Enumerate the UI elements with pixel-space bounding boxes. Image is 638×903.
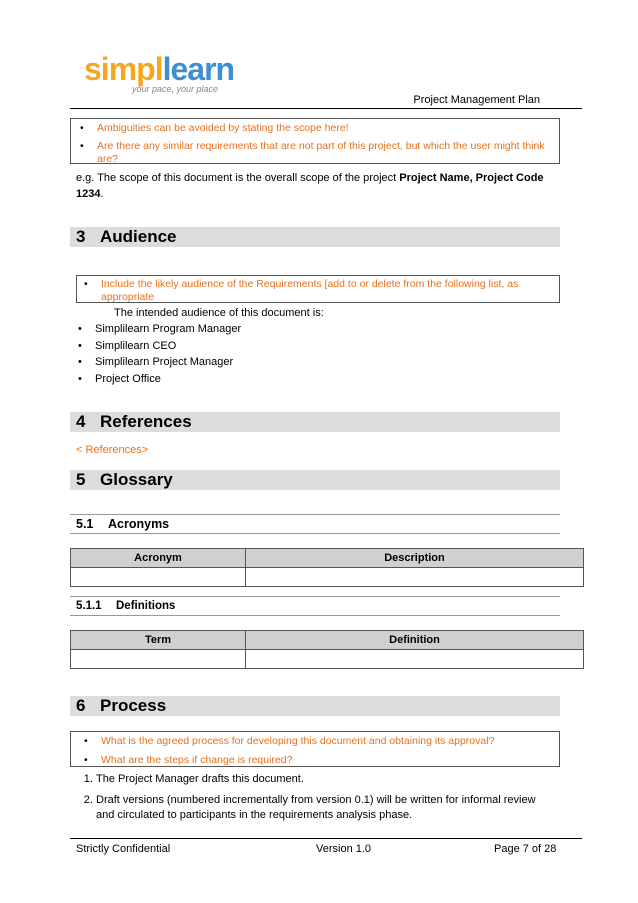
acronyms-rule-bottom bbox=[70, 533, 560, 534]
col-acronym: Acronym bbox=[71, 549, 246, 568]
process-note: • What are the steps if change is required? bbox=[101, 754, 553, 767]
audience-item: • Simplilearn Program Manager bbox=[95, 321, 476, 337]
subheading-definitions: 5.1.1 Definitions bbox=[76, 600, 176, 612]
table-header-row bbox=[71, 631, 584, 650]
audience-list bbox=[76, 321, 476, 387]
definitions-rule-top bbox=[70, 596, 560, 597]
process-step: 1. The Project Manager drafts this document. bbox=[96, 772, 556, 787]
process-steps bbox=[76, 772, 556, 829]
definitions-rule-bottom bbox=[70, 615, 560, 616]
footer-version: Version 1.0 bbox=[316, 843, 372, 855]
process-note-box bbox=[70, 731, 560, 767]
table-row bbox=[71, 650, 584, 669]
section-heading-process: 6 Process bbox=[70, 696, 560, 716]
logo-simpl: simpl bbox=[84, 51, 163, 87]
references-placeholder: < References> bbox=[76, 444, 149, 456]
section-heading-references: 4 References bbox=[70, 412, 560, 432]
table-cell bbox=[246, 650, 584, 669]
audience-item: • Project Office bbox=[95, 371, 476, 387]
project-name: Project Name, Project Code 1234 bbox=[76, 172, 544, 200]
scope-note-item: • Ambiguities can be avoided by stating the scope here! bbox=[97, 122, 553, 135]
acronyms-table bbox=[70, 548, 584, 587]
footer-rule bbox=[70, 838, 582, 839]
table-cell bbox=[71, 568, 246, 587]
audience-intro: The intended audience of this document is: bbox=[114, 307, 324, 319]
process-step: 2. Draft versions (numbered incrementally from version 0.1) will be written for informal review and circulated to participants in the requirements analysis phase. bbox=[96, 793, 556, 823]
scope-note-box bbox=[70, 118, 560, 164]
header-rule bbox=[70, 108, 582, 109]
col-description: Description bbox=[246, 549, 584, 568]
audience-note: • Include the likely audience of the Requirements [add to or delete from the following list, as appropriate bbox=[101, 278, 553, 304]
scope-text: e.g. The scope of this document is the overall scope of the project Project Name, Project Code 1234. bbox=[76, 172, 544, 200]
audience-item: • Simplilearn Project Manager bbox=[95, 354, 476, 370]
acronyms-rule-top bbox=[70, 514, 560, 515]
table-row bbox=[71, 568, 584, 587]
footer-page-number: Page 7 of 28 bbox=[494, 843, 557, 855]
audience-item: • Simplilearn CEO bbox=[95, 338, 476, 354]
table-cell bbox=[246, 568, 584, 587]
definitions-table bbox=[70, 630, 584, 669]
simplilearn-logo bbox=[84, 52, 254, 96]
section-heading-glossary: 5 Glossary bbox=[70, 470, 560, 490]
subheading-acronyms: 5.1 Acronyms bbox=[76, 517, 170, 531]
header-doc-title: Project Management Plan bbox=[413, 94, 540, 106]
process-note: • What is the agreed process for developing this document and obtaining its approval? bbox=[101, 735, 553, 748]
logo-tagline: your pace, your place bbox=[132, 84, 219, 94]
footer-confidential: Strictly Confidential bbox=[76, 843, 171, 855]
table-cell bbox=[71, 650, 246, 669]
section-heading-audience: 3 Audience bbox=[70, 227, 560, 247]
col-term: Term bbox=[71, 631, 246, 650]
audience-note-box bbox=[76, 275, 560, 303]
table-header-row bbox=[71, 549, 584, 568]
logo-learn: learn bbox=[162, 51, 235, 87]
scope-note-item: • Are there any similar requirements that are not part of this project, but which the user might think are? bbox=[97, 140, 553, 166]
col-definition: Definition bbox=[246, 631, 584, 650]
